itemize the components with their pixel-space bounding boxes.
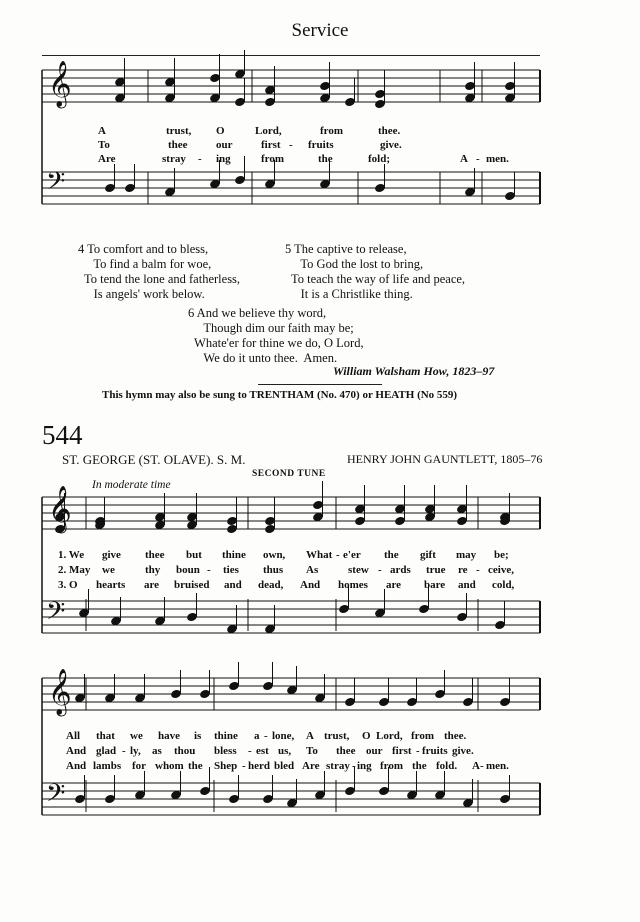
bass-clef-icon: 𝄢: [46, 779, 66, 814]
treble-clef-icon: 𝄞: [48, 486, 72, 532]
page-title: Service: [291, 20, 349, 41]
hymn-number: 544: [42, 420, 83, 450]
treble-clef-icon: 𝄞: [48, 61, 72, 107]
bass-clef-icon: 𝄢: [46, 167, 66, 202]
composer: HENRY JOHN GAUNTLETT, 1805–76: [347, 452, 543, 466]
second-tune-label: SECOND TUNE: [252, 469, 326, 479]
verse-4: 4 To comfort and to bless, To find a balm for woe, To tend the lone and fatherless, Is angels' work below.: [78, 242, 241, 301]
treble-clef-icon: 𝄞: [48, 669, 72, 715]
tempo-marking: In moderate time: [92, 479, 171, 491]
verse-6: 6 And we believe thy word, Though dim our faith may be; Whate'er for thine we do, O Lord, We do it unto thee. Amen.: [188, 306, 364, 365]
attribution-rule: [258, 384, 382, 385]
tune-name: ST. GEORGE (ST. OLAVE). S. M.: [62, 452, 246, 467]
attribution: William Walsham How, 1823–97: [333, 364, 495, 378]
bass-clef-icon: 𝄢: [46, 597, 66, 632]
alternate-tune-note: This hymn may also be sung to TRENTHAM (No. 470) or HEATH (No 559): [102, 389, 458, 401]
verse-5: 5 The captive to release, To God the lost to bring, To teach the way of life and peace, It is a Christlike thing.: [285, 242, 466, 301]
